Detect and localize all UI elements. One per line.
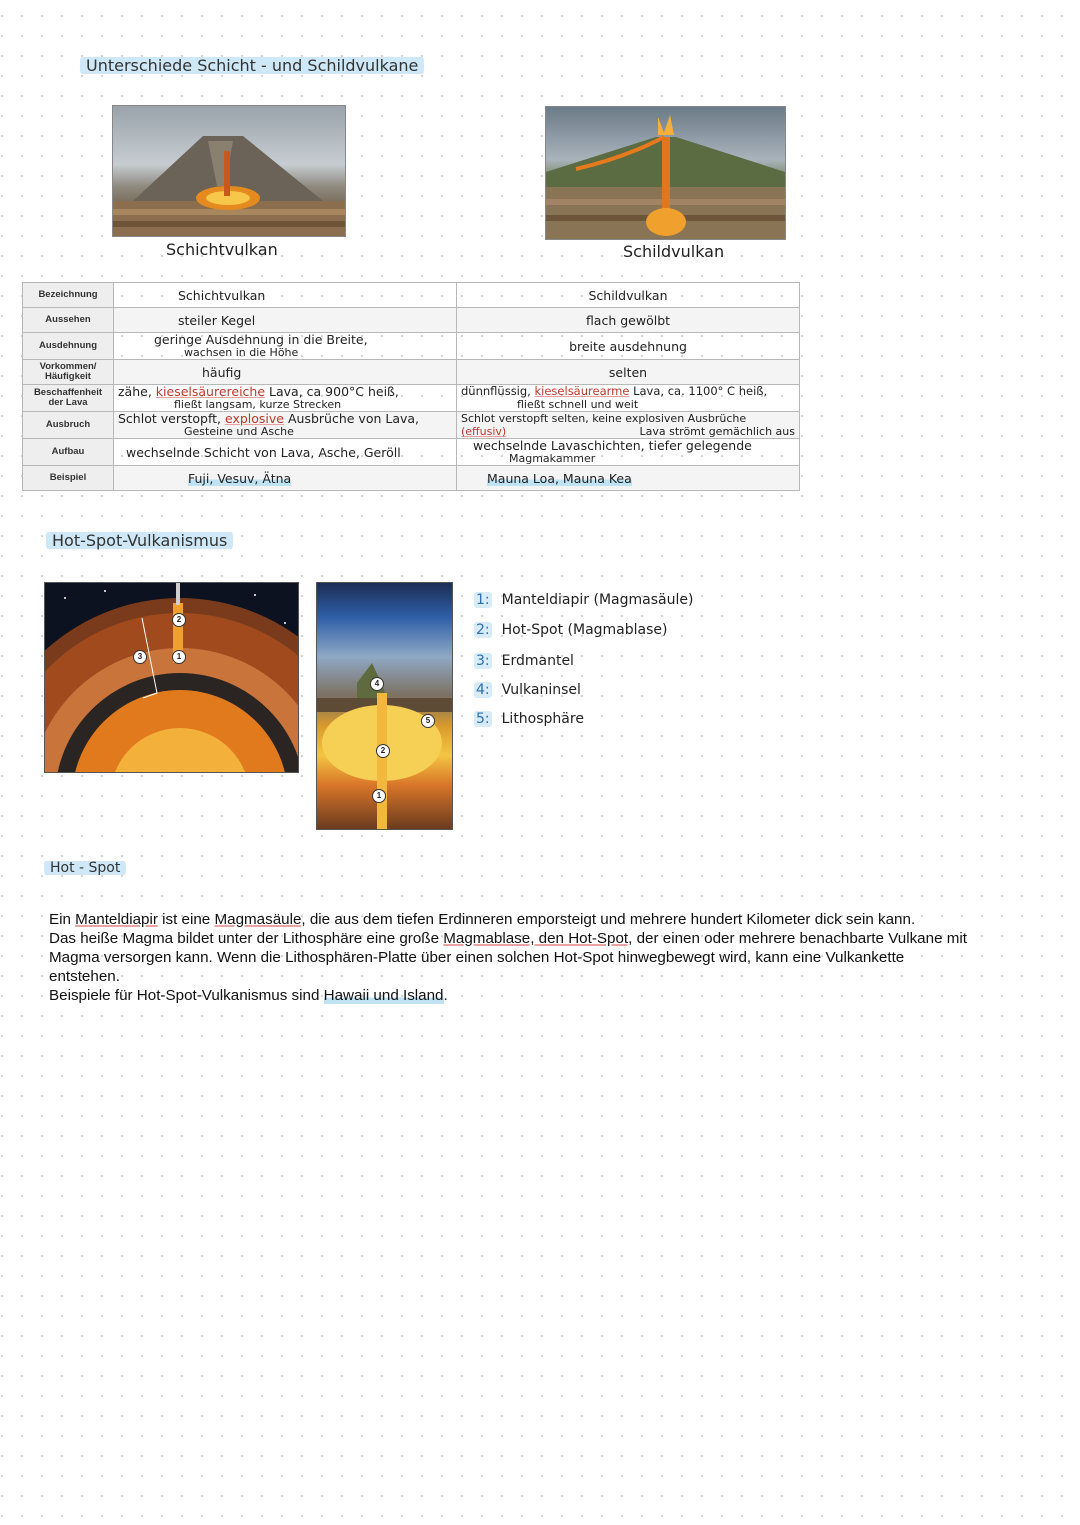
strato-cell-line2: Gesteine und Asche: [184, 425, 294, 438]
shieldvolcano-image: [545, 106, 786, 240]
strato-cell-line2: fließt langsam, kurze Strecken: [174, 398, 342, 411]
table-row: [23, 466, 800, 491]
table-row: [23, 333, 800, 360]
term-manteldiapir: Manteldiapir: [75, 911, 158, 928]
shield-cell: breite ausdehnung: [569, 338, 687, 354]
strato-cell-line2: wachsen in die Höhe: [184, 346, 299, 359]
shield-cell-line2: Magmakammer: [509, 452, 596, 465]
marker-2: 2: [376, 744, 390, 758]
highlight-text: kieselsäurereiche: [155, 384, 266, 399]
shield-cell: dünnflüssig,: [461, 384, 531, 398]
section-title-hotspot: Hot - Spot: [44, 859, 126, 877]
comparison-table: [22, 282, 800, 491]
strato-cell: häufig: [202, 364, 242, 380]
row-label: Vorkommen/ Häufigkeit: [23, 360, 114, 385]
highlight-text: kieselsäurearme: [534, 384, 630, 398]
legend-item: 2: Hot-Spot (Magmablase): [476, 622, 668, 638]
row-label: Ausbruch: [23, 412, 114, 439]
shield-cell: flach gewölbt: [585, 312, 671, 328]
strato-cell: steiler Kegel: [178, 312, 256, 328]
legend-item: 1: Manteldiapir (Magmasäule): [476, 592, 694, 608]
shield-cell: Mauna Loa, Mauna Kea: [487, 470, 632, 486]
shield-cell-rest: Lava, ca. 1100° C heiß,: [633, 384, 768, 398]
table-row: [23, 385, 800, 412]
row-label: Beispiel: [23, 466, 114, 491]
row-label: Beschaffenheit der Lava: [23, 385, 114, 412]
shield-cell: Schlot verstopft selten, keine explosiven Ausbrüche: [461, 412, 747, 425]
stratovolcano-caption: Schichtvulkan: [166, 240, 278, 259]
section-title-volcano-types: Unterschiede Schicht - und Schildvulkane: [80, 55, 424, 76]
shield-cell: wechselnde Lavaschichten, tiefer gelegende: [473, 438, 752, 453]
row-label: Ausdehnung: [23, 333, 114, 360]
table-row: [23, 439, 800, 466]
table-row: [23, 308, 800, 333]
legend-item: 4: Vulkaninsel: [476, 682, 581, 698]
row-label: Aussehen: [23, 308, 114, 333]
table-row: [23, 283, 800, 308]
term-magmasaeule: Magmasäule,: [214, 911, 306, 928]
marker-1: 1: [172, 650, 186, 664]
strato-cell: Schichtvulkan: [178, 287, 266, 303]
table-row: [23, 360, 800, 385]
hotspot-plume-image: [316, 582, 453, 830]
shield-cell-line2: fließt schnell und weit: [517, 398, 639, 411]
legend-item: 3: Erdmantel: [476, 653, 574, 669]
earth-cross-section-image: [44, 582, 299, 773]
marker-2: 2: [172, 613, 186, 627]
strato-cell: Fuji, Vesuv, Ätna: [188, 470, 292, 486]
strato-cell: Schlot verstopft,: [118, 411, 222, 426]
shield-cell-line2: Lava strömt gemächlich aus: [639, 425, 795, 438]
shieldvolcano-caption: Schildvulkan: [623, 242, 725, 261]
marker-4: 4: [370, 677, 384, 691]
table-row: [23, 412, 800, 439]
shield-cell: selten: [608, 364, 648, 380]
strato-cell: zähe,: [118, 384, 152, 399]
stratovolcano-image: [112, 105, 346, 237]
row-label: Aufbau: [23, 439, 114, 466]
shield-cell: Schildvulkan: [588, 287, 668, 303]
hotspot-paragraph: Ein Manteldiapir ist eine Magmasäule, die aus dem tiefen Erdinneren emporsteigt und mehrere hundert Kilometer dick sein kann. Das heiße Magma bildet unter der Lithosphäre eine große Magmablase, den Hot-Spot, der einen oder mehrere benachbarte Vulkane mit Magma versorgen kann. Wenn die Lithosphären-Platte über einen solchen Hot-Spot hinwegbewegt wird, kann eine Vulkankette entstehen. Beispiele für Hot-Spot-Vulkanismus sind Hawaii und Island.: [49, 911, 967, 1004]
marker-3: 3: [133, 650, 147, 664]
term-magmablase: Magmablase, den Hot-Spot,: [443, 930, 633, 947]
strato-cell-rest: Ausbrüche von Lava,: [287, 411, 420, 426]
highlight-text: explosive: [225, 411, 284, 426]
section-title-hotspot-volcanism: Hot-Spot-Vulkanismus: [46, 530, 233, 551]
marker-5: 5: [421, 714, 435, 728]
strato-cell: geringe Ausdehnung in die Breite,: [154, 332, 368, 347]
term-examples: Hawaii und Island: [323, 987, 444, 1004]
legend-item: 5: Lithosphäre: [476, 711, 584, 727]
highlight-text: (effusiv): [461, 425, 507, 438]
row-label: Bezeichnung: [23, 283, 114, 308]
marker-1: 1: [372, 789, 386, 803]
strato-cell-rest: Lava, ca 900°C heiß,: [269, 384, 399, 399]
strato-cell: wechselnde Schicht von Lava, Asche, Geröll: [126, 444, 401, 460]
